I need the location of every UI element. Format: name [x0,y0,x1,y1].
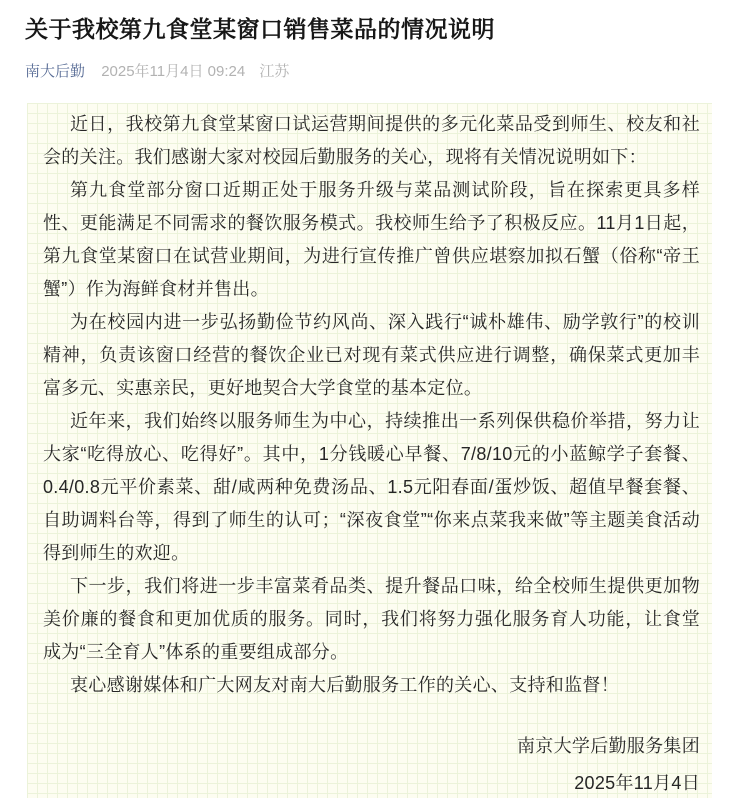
article-body [27,103,712,798]
signature-org: 南京大学后勤服务集团 [517,736,700,756]
publish-time: 2025年11月4日 09:24 [101,63,246,80]
article-paragraph: 为在校园内进一步弘扬勤俭节约风尚、深入践行“诚朴雄伟、励学敦行”的校训精神，负责该窗口经营的餐饮企业已对现有菜式供应进行调整，确保菜式更加丰富多元、实惠亲民，更好地契合大学食堂的基本定位。 [43,312,700,398]
byline [25,62,712,82]
page-title: 关于我校第九食堂某窗口销售菜品的情况说明 [25,16,495,42]
article-paragraph: 第九食堂部分窗口近期正处于服务升级与菜品测试阶段，旨在探索更具多样性、更能满足不同需求的餐饮服务模式。我校师生给予了积极反应。11月1日起，第九食堂某窗口在试营业期间，为进行宣传推广曾供应堪察加拟石蟹（俗称“帝王蟹”）作为海鲜食材并售出。 [43,180,700,299]
account-name-link[interactable]: 南大后勤 [25,63,86,80]
publish-location: 江苏 [259,63,290,80]
signature-date: 2025年11月4日 [574,773,700,793]
article-paragraph: 近年来，我们始终以服务师生为中心，持续推出一系列保供稳价举措，努力让大家“吃得放心、吃得好”。其中，1分钱暖心早餐、7/8/10元的小蓝鲸学子套餐、0.4/0.8元平价素菜、甜/咸两种免费汤品、1.5元阳春面/蛋炒饭、超值早餐套餐、自助调料台等，得到了师生的认可；“深夜食堂”“你来点菜我来做”等主题美食活动得到师生的欢迎。 [43,411,700,563]
signature-block [43,728,700,798]
article-paragraph: 下一步，我们将进一步丰富菜肴品类、提升餐品口味，给全校师生提供更加物美价廉的餐食和更加优质的服务。同时，我们将努力强化服务育人功能，让食堂成为“三全育人”体系的重要组成部分。 [43,576,700,662]
article-paragraph: 近日，我校第九食堂某窗口试运营期间提供的多元化菜品受到师生、校友和社会的关注。我们感谢大家对校园后勤服务的关心，现将有关情况说明如下： [43,114,700,167]
article-paragraph: 衷心感谢媒体和广大网友对南大后勤服务工作的关心、支持和监督！ [70,675,619,695]
